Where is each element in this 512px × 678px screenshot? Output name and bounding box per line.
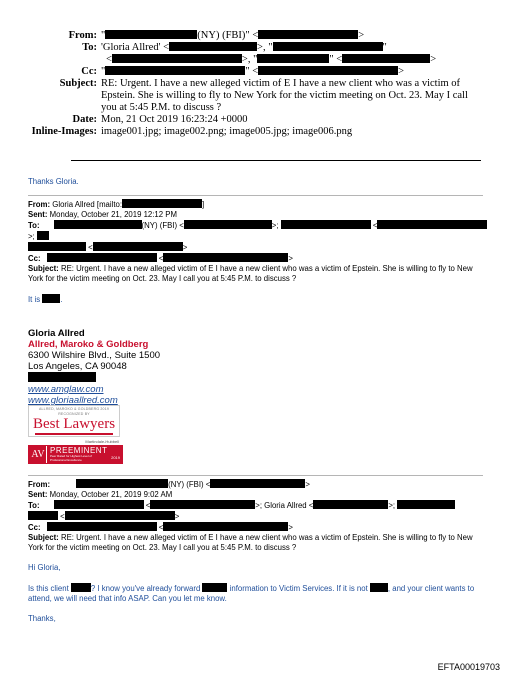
- redaction: [28, 242, 86, 251]
- redaction: [76, 479, 168, 488]
- redaction: [37, 231, 49, 240]
- redaction: [257, 54, 329, 63]
- redaction: [54, 500, 144, 509]
- inline-images-label: Inline-Images:: [31, 126, 97, 137]
- date-label: Date:: [72, 114, 97, 125]
- redaction: [42, 294, 60, 303]
- av-preeminent-badge: Martindale-Hubbell AV PREEMINENT Peer Rated for Highest Level of Professional Excellence 2019: [28, 439, 123, 465]
- subject-value: RE: Urgent. I have a new alleged victim of E I have a new client who was a victim of Epstein. She is willing to fly to New York for the victim meeting on Oct. 23. May I call you at 5:45 P.M. to discuss ?: [101, 78, 468, 113]
- redaction: [342, 54, 430, 63]
- from-label: From:: [68, 30, 97, 41]
- date-value: Mon, 21 Oct 2019 16:23:24 +0000: [101, 114, 248, 125]
- email-separator: [28, 195, 483, 196]
- redaction: [313, 500, 388, 509]
- link-gloriaallred[interactable]: www.gloriaallred.com: [28, 395, 118, 406]
- redaction: [202, 583, 227, 592]
- redaction: [258, 66, 398, 75]
- signature-block: [28, 328, 160, 406]
- signature-firm: Allred, Maroko & Goldberg: [28, 339, 149, 350]
- redaction: [163, 253, 288, 262]
- redaction: [105, 66, 245, 75]
- email-header: From: " (NY) (FBI)" < > To: 'Gloria Allred' < >, " " < >, " " < > Cc: " " < > Subject: RE: Urgent. I have a new alleged victim of E I have a new client who was a victim of Epstein. She is willing to fly to New York for the victim meeting on Oct. 23. May I call you at 5:45 P.M. to discuss ? Date: Mon, 21 Oct 2019 16:23:24 +0000 Inline-Images: image001.jpg; image002.png; image005.jpg; image006.png: [0, 30, 512, 138]
- redaction: [281, 220, 371, 229]
- email-2: From: Gloria Allred [mailto: ] Sent: Monday, October 21, 2019 12:12 PM To: (NY) (FBI) < >; <>; < > Cc: < > Subject: RE: Urgent. I have a new alleged victim of E I have a new client who was a victim of Epstein. She is willing to fly to New York for the victim meeting on Oct. 23. May I call you at 5:45 P.M. to discuss ? It is .: [28, 199, 488, 305]
- reply-text: Thanks Gloria.: [28, 177, 79, 186]
- email-separator: [28, 475, 483, 476]
- av-logo: AV: [30, 446, 47, 463]
- to-value: 'Gloria Allred' <: [101, 42, 170, 53]
- signature-address-2: Los Angeles, CA 90048: [28, 361, 127, 372]
- redaction: [210, 479, 305, 488]
- bates-number: EFTA00019703: [437, 662, 500, 672]
- header-divider: [71, 160, 481, 161]
- redaction: [28, 511, 58, 520]
- best-lawyers-badge: ALLRED, MAROKO & GOLDBERG 2019 RECOGNIZED BY Best Lawyers: [28, 405, 120, 437]
- to-label: To:: [82, 42, 97, 53]
- signature-address-1: 6300 Wilshire Blvd., Suite 1500: [28, 350, 161, 361]
- redaction: [54, 220, 142, 229]
- redaction: [65, 511, 175, 520]
- redaction: [47, 253, 157, 262]
- redaction: [377, 220, 487, 229]
- redaction: [71, 583, 91, 592]
- redaction: [163, 522, 288, 531]
- redaction: [122, 199, 202, 208]
- signature-name: Gloria Allred: [28, 328, 85, 339]
- redaction: [112, 54, 242, 63]
- redaction: [28, 372, 96, 382]
- redaction: [169, 42, 257, 51]
- redaction: [184, 220, 272, 229]
- redaction: [93, 242, 183, 251]
- link-amglaw[interactable]: www.amglaw.com: [28, 384, 104, 395]
- redaction: [397, 500, 455, 509]
- from-value: (NY) (FBI)" <: [197, 30, 259, 41]
- cc-label: Cc:: [81, 66, 97, 77]
- subject-label: Subject:: [59, 78, 97, 89]
- redaction: [150, 500, 255, 509]
- inline-images-value: image001.jpg; image002.png; image005.jpg; image006.png: [101, 126, 353, 137]
- email-3: From: (NY) (FBI) < > Sent: Monday, October 21, 2019 9:02 AM To: < >; Gloria Allred < >; < > Cc: < > Subject: RE: Urgent. I have a new alleged victim of E I have a new client who was a victim of Epstein. She is willing to fly to New York for the victim meeting on Oct. 23. May I call you at 5:45 P.M. to discuss ? Hi Gloria, Is this client ? I know you've already forward information to Victim Services. If it is not , and your client wants to attend, we will need that info ASAP. Can you let me know. Thanks,: [28, 480, 475, 623]
- redaction: [370, 583, 388, 592]
- redaction: [47, 522, 157, 531]
- redaction: [258, 30, 358, 39]
- redaction: [105, 30, 197, 39]
- redaction: [273, 42, 383, 51]
